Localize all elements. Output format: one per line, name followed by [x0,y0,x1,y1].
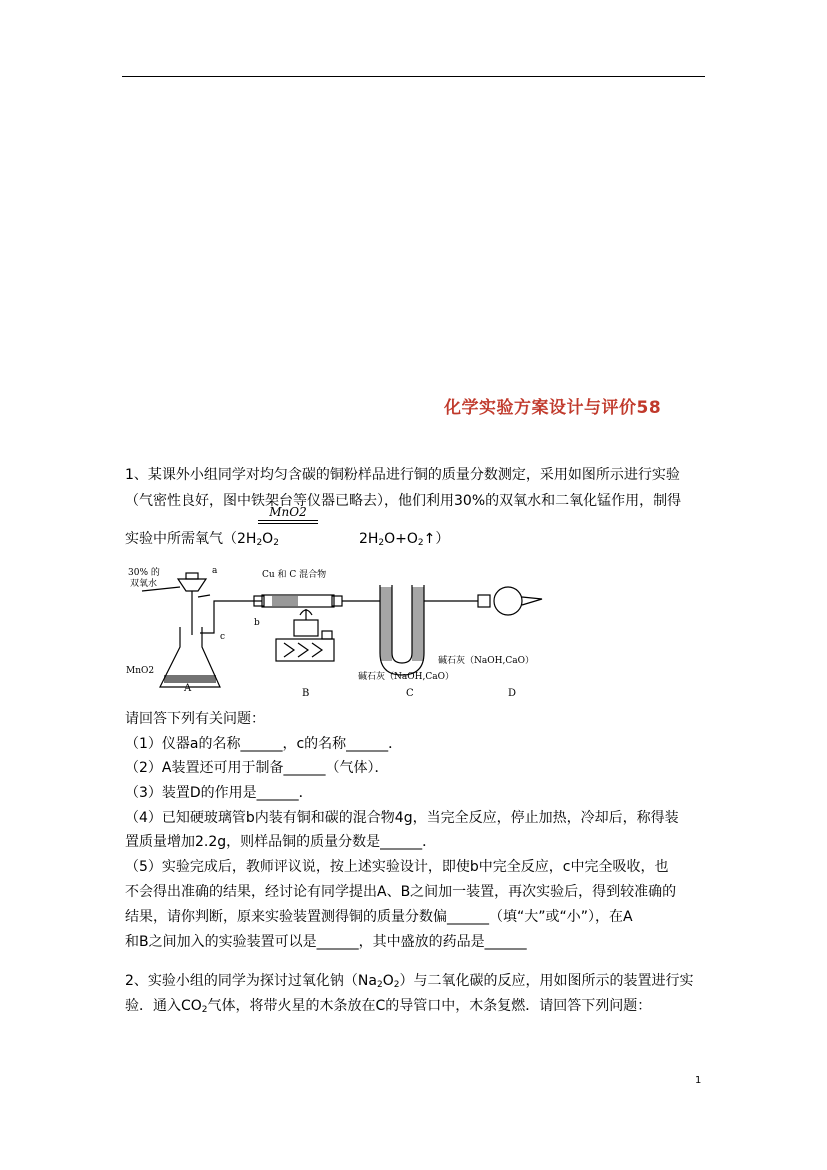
q1-part-5a: （5）实验完成后，教师评议说，按上述实验设计，即使b中完全反应，c中完全吸收，也 [125,859,669,875]
apparatus-figure [122,565,562,705]
q1-part-2: （2）A装置还可用于制备______（气体）． [125,760,389,776]
label-c: c [220,632,226,642]
q1-part-4a: （4）已知硬玻璃管b内装有铜和碳的混合物4g，当完全反应，停止加热，冷却后，称得装 [125,810,679,826]
label-h2o2-2: 双氧水 [130,579,158,589]
q1-line-3: 实验中所需氧气（$2H_2O_2$ $2H_2O+O_2↑$） [125,531,450,548]
catalyst-label: MnO2 [269,505,307,519]
q1-part-4b: 置质量增加2.2g，则样品铜的质量分数是______． [125,834,437,850]
document-title: 化学实验方案设计与评价58 [444,398,662,418]
label-C: C [406,688,414,699]
q1-part-5b: 不会得出准确的结果，经讨论有同学提出A、B之间加一装置，再次实验后，得到较准确的 [125,884,677,900]
page-number: 1 [695,1075,702,1086]
label-A: A [184,683,192,694]
q2-line-2: 验．通入$CO_2$气体，将带火星的木条放在C的导管口中，木条复燃．请回答下列问题： [125,998,652,1015]
label-soda-lime-bottom: 碱石灰（NaOH,CaO） [358,672,454,682]
equation-bar-bottom [258,523,318,524]
q1-part-3: （3）装置D的作用是______． [125,785,313,801]
label-mixture: Cu 和 C 混合物 [262,570,327,580]
q1-line-2: （气密性良好，图中铁架台等仪器已略去），他们利用30%的双氧水和二氧化锰作用，制得 [125,493,682,509]
label-soda-lime-right: 碱石灰（NaOH,CaO） [438,656,534,666]
label-a: a [212,566,218,576]
label-mno2: MnO2 [126,666,155,676]
header-rule [122,76,705,77]
label-D: D [508,688,517,699]
label-b: b [254,618,260,628]
q1-part-5d: 和B之间加入的实验装置可以是______，其中盛放的药品是______ [125,934,527,950]
q1-prompt: 请回答下列有关问题： [125,711,265,727]
q1-part-1: （1）仪器a的名称______，c的名称______． [125,736,403,752]
equation-condition [258,501,318,519]
q1-line-1: 1、某课外小组同学对均匀含碳的铜粉样品进行铜的质量分数测定，采用如图所示进行实验 [125,467,680,483]
equation-bar-top [258,520,318,521]
q2-line-1: 2、实验小组的同学为探讨过氧化钠$(Na_2O_2)$与二氧化碳的反应，用如图所示的装置进行实 [125,973,694,990]
q1-part-5c: 结果，请你判断，原来实验装置测得铜的质量分数偏______（填“大”或“小”），在A [125,909,633,925]
label-B: B [302,688,310,699]
label-h2o2-1: 30% 的 [128,568,160,578]
